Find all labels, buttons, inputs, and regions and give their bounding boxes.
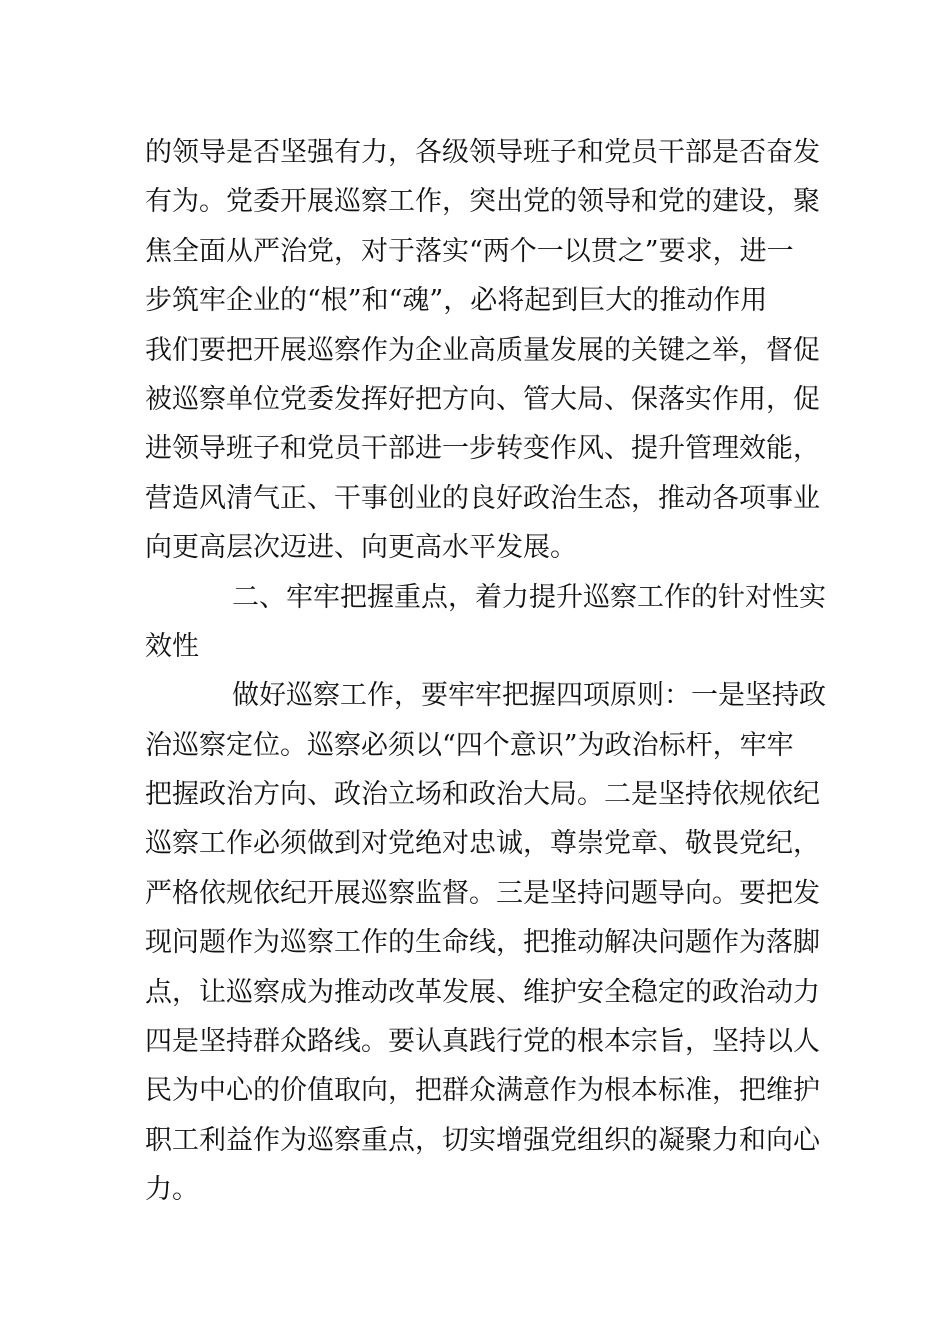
text-line: 营造风清气正、干事创业的良好政治生态，推动各项事业 [145,482,820,514]
text-line: 被巡察单位党委发挥好把方向、管大局、保落实作用，促 [145,383,820,415]
text-line: 现问题作为巡察工作的生命线，把推动解决问题作为落脚 [145,927,820,959]
text-line: 严格依规依纪开展巡察监督。三是坚持问题导向。要把发 [145,877,820,909]
text-line: 我们要把开展巡察作为企业高质量发展的关键之举，督促 [145,334,820,366]
text-line: 职工利益作为巡察重点，切实增强党组织的凝聚力和向心 [145,1124,820,1156]
text-line: 点，让巡察成为推动改革发展、维护安全稳定的政治动力 [145,976,820,1008]
text-line: 民为中心的价值取向，把群众满意作为根本标准，把维护 [145,1075,820,1107]
text-line: 进领导班子和党员干部进一步转变作风、提升管理效能， [145,433,820,465]
text-line: 四是坚持群众路线。要认真践行党的根本宗旨，坚持以人 [145,1026,820,1058]
text-line: 的领导是否坚强有力，各级领导班子和党员干部是否奋发 [145,137,820,168]
text-line: 治巡察定位。巡察必须以“四个意识”为政治标杆，牢牢 [145,729,794,761]
text-line: 巡察工作必须做到对党绝对忠诚，尊崇党章、敬畏党纪， [145,828,820,860]
text-line: 向更高层次迈进、向更高水平发展。 [145,532,577,564]
body-text [145,128,826,1215]
text-line: 力。 [145,1174,199,1206]
section-heading: 二、牢牢把握重点，着力提升巡察工作的针对性实 [232,581,826,613]
text-line: 步筑牢企业的“根”和“魂”，必将起到巨大的推动作用 [145,285,768,317]
section-heading-continued: 效性 [145,630,199,662]
text-line: 把握政治方向、政治立场和政治大局。二是坚持依规依纪 [145,779,820,811]
paragraph-start: 做好巡察工作，要牢牢把握四项原则：一是坚持政 [232,680,826,712]
text-line: 有为。党委开展巡察工作，突出党的领导和党的建设，聚 [145,186,820,218]
text-line: 焦全面从严治党，对于落实“两个一以贯之”要求，进一 [145,235,794,267]
